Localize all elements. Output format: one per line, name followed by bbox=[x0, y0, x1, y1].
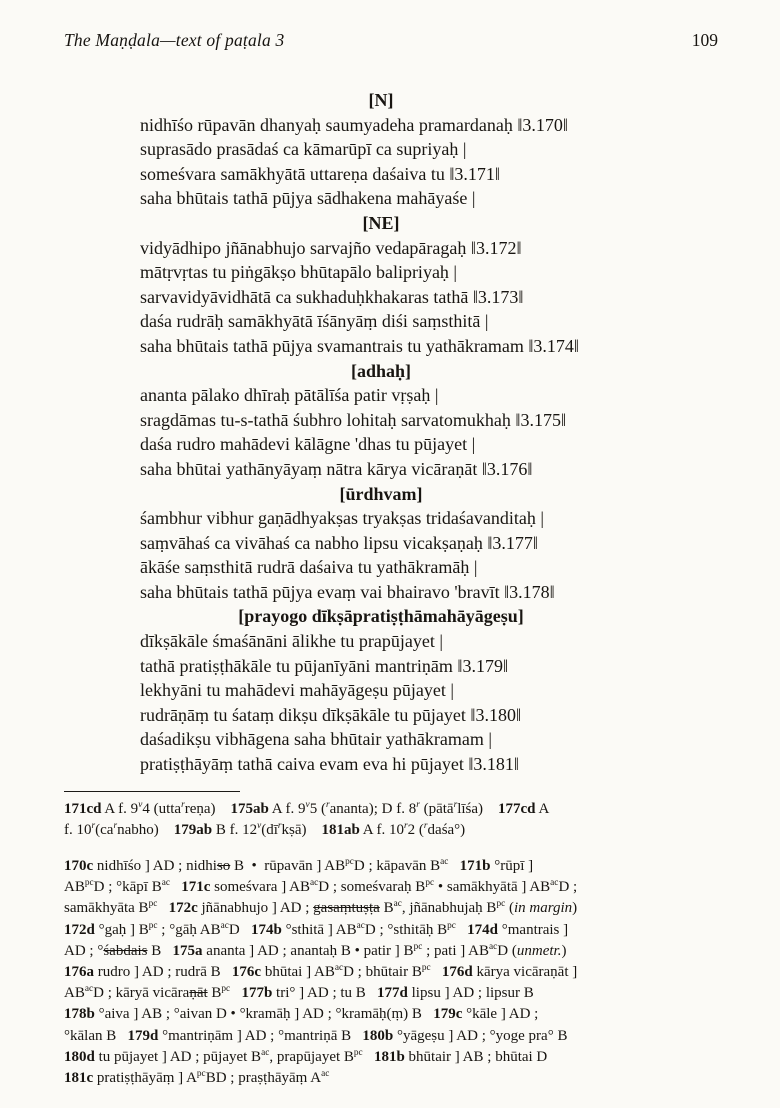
apparatus-segment: B • rūpavān ] AB bbox=[230, 858, 346, 874]
apparatus-segment: ( bbox=[505, 900, 514, 917]
apparatus-segment: śabdais bbox=[103, 942, 148, 959]
apparatus-segment: ; °gāḥ AB bbox=[157, 921, 221, 938]
apparatus-segment: 174b bbox=[250, 921, 282, 938]
section-header: [adhaḥ] bbox=[350, 360, 412, 381]
apparatus-segment: D ; °sthitāḥ B bbox=[364, 921, 448, 938]
apparatus-segment: D ; bbox=[558, 879, 578, 896]
apparatus-segment: ac bbox=[356, 920, 365, 931]
apparatus-segment: °kāle ] AD ; bbox=[462, 1006, 539, 1023]
apparatus-segment: 179d bbox=[127, 1027, 159, 1044]
verse-line: dīkṣākāle śmaśānāni ālikhe tu prapūjayet | bbox=[140, 631, 444, 652]
verse-line: daśa rudro mahādevi kālāgne 'dhas tu pūjayet | bbox=[140, 434, 476, 455]
verse-line: sragdāmas tu-s-tathā śubhro lohitaḥ sarvatomukhaḥ ‖3.175‖ bbox=[140, 409, 567, 430]
apparatus-segment: (dī bbox=[261, 822, 278, 838]
apparatus-segment: līśa) bbox=[457, 801, 499, 817]
verse-line: saha bhūtais tathā pūjya evaṃ vai bhairavo 'bravīt ‖3.178‖ bbox=[140, 581, 555, 602]
apparatus-segment: pc bbox=[196, 1069, 206, 1080]
apparatus-segment: 172c bbox=[168, 900, 198, 917]
apparatus-segment: pc bbox=[221, 984, 231, 995]
apparatus-segment: 176a bbox=[64, 964, 94, 981]
apparatus-segment: r bbox=[423, 821, 428, 831]
apparatus-segment: ac bbox=[393, 899, 402, 910]
apparatus-segment bbox=[363, 1049, 374, 1065]
apparatus-segment: kṣā) bbox=[281, 822, 322, 838]
apparatus-segment: nabho) bbox=[117, 822, 174, 838]
apparatus-line bbox=[64, 920, 724, 941]
apparatus-line bbox=[64, 962, 724, 983]
verse-line: sarvavidyāvidhātā ca sukhaduḥkhakaras tathā ‖3.173‖ bbox=[140, 286, 524, 307]
apparatus-segment: ac bbox=[489, 941, 498, 952]
apparatus-line bbox=[64, 941, 724, 962]
apparatus-segment: D bbox=[228, 921, 251, 938]
apparatus-segment: ; pati ] AB bbox=[422, 942, 490, 959]
apparatus-segment: ac bbox=[84, 984, 94, 995]
verse-line: tathā pratiṣṭhākāle tu pūjanīyāni mantriṇām ‖3.179‖ bbox=[140, 655, 509, 676]
apparatus-segment: 179c bbox=[433, 1006, 463, 1023]
apparatus-segment: in margin bbox=[513, 900, 573, 917]
apparatus-segment: (pātā bbox=[419, 801, 454, 817]
apparatus-segment: , jñānabhujaḥ B bbox=[401, 900, 497, 917]
apparatus-segment: 180d bbox=[64, 1048, 95, 1065]
verse-line: daśa rudrāḥ samākhyātā īśānyāṃ diśi saṃsthitā | bbox=[140, 311, 489, 332]
apparatus-segment: ac bbox=[161, 878, 170, 889]
apparatus-segment: BD ; praṣṭhāyāṃ A bbox=[205, 1070, 322, 1087]
apparatus-segment: ) bbox=[572, 900, 578, 917]
apparatus-segment: pc bbox=[345, 857, 354, 867]
apparatus-segment: AD ; ° bbox=[64, 942, 104, 959]
apparatus-segment: 171c bbox=[181, 879, 211, 896]
apparatus-segment: tu pūjayet ] AD ; pūjayet B bbox=[94, 1048, 262, 1065]
apparatus-segment: samākhyāta B bbox=[64, 900, 149, 917]
apparatus-segment: • samākhyātā ] AB bbox=[434, 879, 551, 896]
apparatus-line bbox=[64, 1068, 724, 1089]
apparatus-segment: v bbox=[257, 821, 262, 831]
apparatus-segment: 5 ( bbox=[309, 801, 326, 817]
apparatus-segment: 177b bbox=[241, 985, 273, 1002]
apparatus-segment: 181b bbox=[373, 1048, 405, 1065]
apparatus-segment: 176d bbox=[441, 964, 473, 981]
apparatus-segment: 171b bbox=[459, 858, 491, 874]
verse-line: saha bhūtai yathānyāyaṃ nātra kārya vicāraṇāt ‖3.176‖ bbox=[140, 458, 533, 479]
apparatus-segment: r bbox=[113, 821, 118, 831]
apparatus-segment: pc bbox=[353, 1047, 363, 1058]
apparatus-segment: pc bbox=[148, 899, 158, 910]
apparatus-segment: 181c bbox=[64, 1070, 94, 1087]
verse-line: mātṛvṛtas tu piṅgākṣo bhūtapālo balipriyaḥ | bbox=[140, 262, 458, 283]
apparatus-segment: AB bbox=[64, 879, 85, 896]
apparatus-segment: rudro ] AD ; rudrā B bbox=[94, 964, 232, 981]
verse-body bbox=[140, 88, 622, 777]
apparatus-segment: A f. 9 bbox=[268, 801, 306, 817]
verse-line: lekhyāni tu mahādevi mahāyāgeṣu pūjayet | bbox=[140, 680, 454, 701]
apparatus-line bbox=[64, 856, 724, 877]
apparatus-segment bbox=[170, 879, 181, 895]
apparatus-segment: pc bbox=[421, 963, 431, 974]
apparatus-segment: 170c bbox=[64, 858, 94, 874]
variant-apparatus bbox=[64, 856, 724, 1089]
apparatus-segment: daśa°) bbox=[427, 822, 466, 838]
verse-line: daśadikṣu vibhāgena saha bhūtair yathākramam | bbox=[140, 729, 492, 750]
apparatus-segment: ac bbox=[261, 1047, 270, 1058]
apparatus-segment: kārya vicāraṇāt ] bbox=[472, 964, 578, 981]
apparatus-segment: r bbox=[277, 821, 282, 831]
apparatus-segment: 180b bbox=[362, 1027, 394, 1044]
apparatus-segment: pc bbox=[413, 941, 423, 952]
apparatus-segment: r bbox=[91, 821, 96, 831]
apparatus-segment: °mantrais ] bbox=[498, 921, 569, 938]
apparatus-segment: ac bbox=[550, 878, 559, 889]
section-header: [prayogo dīkṣāpratiṣṭhāmahāyāgeṣu] bbox=[238, 606, 524, 627]
apparatus-segment: B f. 12 bbox=[212, 822, 258, 838]
apparatus-segment: r bbox=[325, 800, 330, 810]
apparatus-segment: pc bbox=[148, 920, 158, 931]
apparatus-segment: D ( bbox=[497, 942, 517, 959]
page-number: 109 bbox=[691, 30, 718, 50]
apparatus-segment: 171cd bbox=[64, 801, 102, 817]
verse-line: vidyādhipo jñānabhujo sarvajño vedapāragaḥ ‖3.172‖ bbox=[140, 237, 522, 258]
apparatus-line bbox=[64, 898, 724, 919]
apparatus-segment: 179ab bbox=[173, 822, 213, 838]
apparatus-segment: B bbox=[147, 942, 173, 959]
apparatus-segment: tri° ] AD ; tu B bbox=[272, 985, 378, 1002]
apparatus-segment: (ca bbox=[95, 822, 114, 838]
apparatus-segment: r bbox=[181, 800, 185, 810]
section-header: [NE] bbox=[362, 212, 400, 233]
apparatus-segment: 176c bbox=[231, 964, 262, 981]
apparatus-rule bbox=[64, 791, 240, 792]
apparatus-segment: nidhīśo ] AD ; nidhi bbox=[93, 858, 217, 874]
apparatus-segment: A bbox=[535, 801, 550, 817]
apparatus-segment: ac bbox=[440, 857, 449, 867]
verse-line: ananta pālako dhīraḥ pātālīśa patir vṛṣaḥ | bbox=[140, 385, 439, 406]
apparatus-segment: 174d bbox=[467, 921, 498, 938]
apparatus-segment: 178b bbox=[64, 1006, 95, 1023]
apparatus-segment: jñānabhujo ] AD ; bbox=[197, 900, 314, 917]
apparatus-segment bbox=[456, 922, 467, 938]
apparatus-segment: lipsu ] AD ; lipsur B bbox=[407, 985, 534, 1002]
apparatus-segment: °gaḥ ] B bbox=[94, 921, 149, 938]
verse-line: pratiṣṭhāyāṃ tathā caiva evam eva hi pūjayet ‖3.181‖ bbox=[140, 754, 519, 775]
apparatus-segment: ṇāt bbox=[189, 985, 208, 1002]
apparatus-segment: 172d bbox=[64, 921, 95, 938]
verse-line: śambhur vibhur gaṇādhyakṣas tryakṣas tridaśavanditaḥ | bbox=[140, 508, 544, 529]
apparatus-segment: °yāgeṣu ] AD ; °yoge pra° B bbox=[393, 1027, 568, 1044]
apparatus-segment: ac bbox=[309, 878, 319, 889]
folio-apparatus bbox=[64, 799, 724, 841]
apparatus-segment: A f. 9 bbox=[101, 801, 139, 817]
apparatus-segment: 2 ( bbox=[407, 822, 424, 838]
apparatus-segment: 177d bbox=[377, 985, 408, 1002]
apparatus-segment: °mantriṇām ] AD ; °mantriṇā B bbox=[158, 1027, 363, 1044]
apparatus-segment: A f. 10 bbox=[359, 822, 405, 838]
verse-line: saha bhūtais tathā pūjya sādhakena mahāyaśe | bbox=[140, 188, 476, 209]
apparatus-segment: ananta); D f. 8 bbox=[329, 801, 417, 817]
running-header: The Maṇḍala—text of paṭala 3 bbox=[64, 30, 285, 50]
section-header: [ūrdhvam] bbox=[339, 483, 423, 504]
verse-line: saṃvāhaś ca vivāhaś ca nabho lipsu vicakṣaṇaḥ ‖3.177‖ bbox=[140, 532, 538, 553]
apparatus-line bbox=[64, 983, 724, 1004]
apparatus-segment: pc bbox=[447, 920, 456, 931]
verse-line: saha bhūtais tathā pūjya svamantrais tu yathākramam ‖3.174‖ bbox=[140, 335, 579, 356]
apparatus-segment: v bbox=[138, 800, 143, 810]
apparatus-segment: 175ab bbox=[230, 801, 269, 817]
apparatus-segment: °kālan B bbox=[64, 1027, 128, 1044]
apparatus-segment: bhūtair ] AB ; bhūtai D bbox=[404, 1048, 548, 1065]
verse-line: suprasādo prasādaś ca kāmarūpī ca supriyaḥ | bbox=[140, 139, 467, 160]
apparatus-segment: B bbox=[207, 985, 222, 1002]
apparatus-line bbox=[64, 1047, 724, 1068]
apparatus-segment: someśvara ] AB bbox=[210, 879, 310, 896]
apparatus-segment: D ; bhūtair B bbox=[343, 964, 422, 981]
apparatus-segment bbox=[448, 858, 459, 874]
apparatus-segment: reṇa) bbox=[184, 801, 231, 817]
apparatus-segment: AB bbox=[64, 985, 85, 1002]
apparatus-segment: unmetr. bbox=[516, 942, 562, 959]
apparatus-segment: gasaṃtuṣṭa bbox=[313, 900, 380, 917]
apparatus-segment: ananta ] AD ; anantaḥ B • patir ] B bbox=[202, 942, 414, 959]
apparatus-segment: D ; someśvaraḥ B bbox=[318, 879, 426, 896]
apparatus-line bbox=[64, 1004, 724, 1025]
apparatus-segment: ) bbox=[561, 942, 567, 959]
apparatus-segment: ac bbox=[220, 920, 229, 931]
apparatus-segment: °sthitā ] AB bbox=[281, 921, 357, 938]
verse-line: ākāśe saṃsthitā rudrā daśaiva tu yathākramāḥ | bbox=[140, 557, 478, 578]
apparatus-segment: °aiva ] AB ; °aivan D • °kramāḥ ] AD ; °kramāḥ(ṃ) B bbox=[94, 1006, 434, 1023]
apparatus-line bbox=[64, 799, 724, 820]
apparatus-segment: pratiṣṭhāyāṃ ] A bbox=[93, 1070, 197, 1087]
apparatus-segment: 4 (utta bbox=[142, 801, 182, 817]
apparatus-segment: 175a bbox=[172, 942, 203, 959]
apparatus-segment: f. 10 bbox=[64, 822, 92, 838]
apparatus-line bbox=[64, 877, 724, 898]
apparatus-segment: °rūpī ] bbox=[490, 858, 534, 874]
apparatus-segment: ac bbox=[321, 1069, 330, 1080]
apparatus-segment: ac bbox=[334, 963, 344, 974]
verse-line: rudrāṇāṃ tu śataṃ dikṣu dīkṣākāle tu pūjayet ‖3.180‖ bbox=[140, 704, 522, 725]
apparatus-segment: D ; kāryā vicāra bbox=[93, 985, 190, 1002]
apparatus-line bbox=[64, 1026, 724, 1047]
verse-line: nidhīśo rūpavān dhanyaḥ saumyadeha pramardanaḥ ‖3.170‖ bbox=[140, 114, 568, 135]
apparatus-segment: D ; °kāpī B bbox=[93, 879, 162, 896]
section-header: [N] bbox=[368, 90, 394, 110]
apparatus-segment: v bbox=[305, 800, 310, 810]
apparatus-segment: r bbox=[416, 800, 420, 810]
apparatus-segment: r bbox=[453, 800, 458, 810]
apparatus-segment: pc bbox=[425, 878, 435, 889]
apparatus-segment: pc bbox=[496, 899, 506, 910]
apparatus-segment: 177cd bbox=[498, 801, 536, 817]
apparatus-segment: so bbox=[216, 858, 231, 874]
apparatus-segment bbox=[157, 900, 168, 916]
apparatus-segment: , prapūjayet B bbox=[269, 1048, 354, 1065]
apparatus-segment: B bbox=[379, 900, 394, 917]
apparatus-segment: 181ab bbox=[321, 822, 360, 838]
apparatus-segment: D ; kāpavān B bbox=[353, 858, 441, 874]
apparatus-segment: bhūtai ] AB bbox=[261, 964, 335, 981]
verse-line: someśvara samākhyātā uttareṇa daśaiva tu ‖3.171‖ bbox=[140, 163, 500, 184]
apparatus-segment: r bbox=[404, 821, 408, 831]
apparatus-segment: pc bbox=[84, 878, 94, 889]
running-header-row bbox=[64, 30, 718, 51]
apparatus-segment bbox=[230, 985, 241, 1001]
apparatus-line bbox=[64, 820, 724, 841]
apparatus-segment bbox=[431, 964, 442, 980]
